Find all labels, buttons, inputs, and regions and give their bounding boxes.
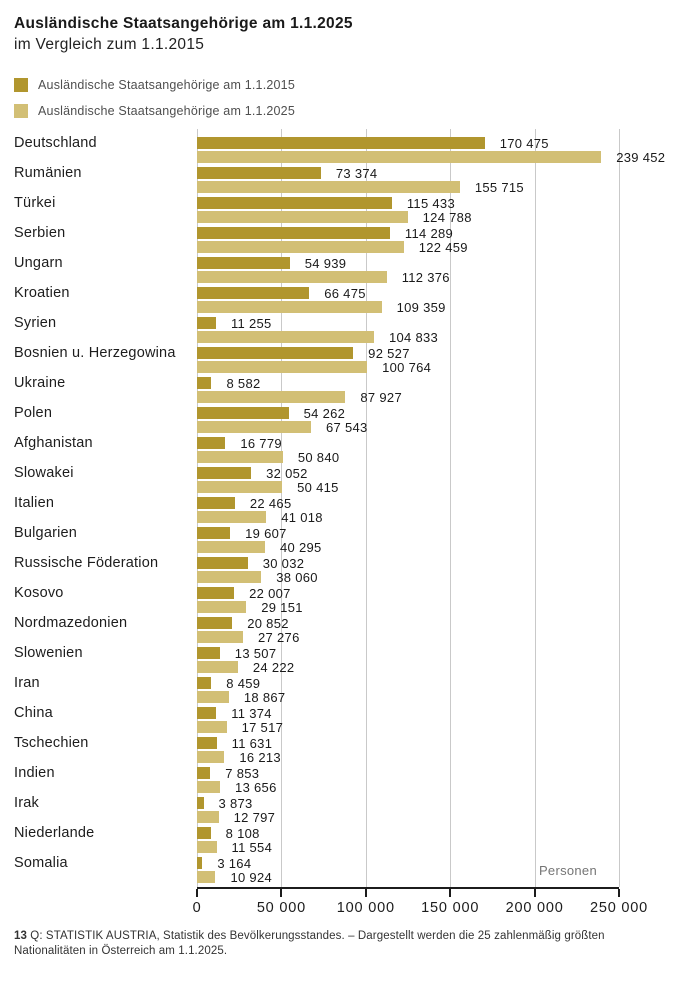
bar-2015-line	[197, 317, 619, 329]
bar-2015-line	[197, 527, 619, 539]
legend-label-2025: Ausländische Staatsangehörige am 1.1.2025	[38, 103, 295, 118]
bar-2015	[197, 287, 309, 299]
bar-2015-line	[197, 587, 619, 599]
bar-2025-line	[197, 601, 619, 613]
axis-unit-label: Personen	[538, 863, 597, 878]
country-label: Türkei	[14, 195, 56, 211]
bar-2015	[197, 737, 217, 749]
bar-2025	[197, 271, 387, 283]
bar-2025-line	[197, 661, 619, 673]
bar-2025-value-label: 29 151	[261, 599, 303, 615]
bar-2015-line	[197, 617, 619, 629]
bar-2025-value-label: 40 295	[280, 539, 322, 555]
bar-2025-line	[197, 691, 619, 703]
bar-2015	[197, 317, 216, 329]
chart-title: Ausländische Staatsangehörige am 1.1.2025	[14, 15, 353, 32]
bar-2025-line	[197, 331, 619, 343]
bar-2025	[197, 781, 220, 793]
axis-tick-label: 100 000	[336, 900, 395, 916]
country-label: Bulgarien	[14, 525, 78, 541]
chart-row	[14, 375, 619, 407]
bar-2025-value-label: 41 018	[281, 509, 323, 525]
country-label: Serbien	[14, 225, 66, 241]
bar-2025	[197, 661, 238, 673]
bar-2015-value-label: 114 289	[404, 225, 454, 241]
bar-2025-line	[197, 841, 619, 853]
bar-2015	[197, 857, 202, 869]
bar-2025	[197, 211, 408, 223]
bar-2015	[197, 827, 211, 839]
bar-2025	[197, 301, 382, 313]
country-label: Afghanistan	[14, 435, 93, 451]
chart-row	[14, 285, 619, 317]
bar-2025-line	[197, 721, 619, 733]
bar-2015-value-label: 73 374	[335, 165, 378, 181]
bar-2015-value-label: 32 052	[266, 465, 308, 481]
legend-item-2015	[14, 77, 687, 92]
bar-2015-value-label: 8 108	[225, 825, 260, 841]
bar-2015-line	[197, 137, 619, 149]
legend-swatch-2015-icon	[14, 78, 28, 92]
chart-row	[14, 645, 619, 677]
bar-2015-line	[197, 437, 619, 449]
axis-tick	[365, 889, 367, 897]
bar-2025-value-label: 124 788	[422, 209, 472, 225]
bar-2025-line	[197, 421, 619, 433]
country-label: Russische Föderation	[14, 555, 159, 571]
footnote-ref: 13	[14, 930, 27, 942]
bar-2025-line	[197, 211, 619, 223]
bar-2015-value-label: 16 779	[240, 435, 282, 451]
chart-row	[14, 495, 619, 527]
country-label: Somalia	[14, 855, 68, 871]
bar-2015-value-label: 66 475	[324, 285, 366, 301]
bar-2015-line	[197, 737, 619, 749]
country-label: China	[14, 705, 53, 721]
bar-2015-line	[197, 287, 619, 299]
footnote	[14, 929, 674, 959]
chart-rows	[14, 129, 666, 887]
chart-row	[14, 765, 619, 797]
bar-2025-value-label: 50 840	[297, 449, 340, 465]
bar-2015-value-label: 54 262	[303, 405, 346, 421]
country-label: Iran	[14, 675, 40, 691]
gridline	[619, 129, 620, 887]
bar-2025-line	[197, 811, 619, 823]
bar-2015	[197, 257, 290, 269]
bar-2015-line	[197, 407, 619, 419]
legend	[14, 77, 687, 118]
bar-2015	[197, 527, 230, 539]
bar-2025-value-label: 10 924	[230, 869, 272, 885]
bar-2025-value-label: 87 927	[360, 389, 402, 405]
country-label: Indien	[14, 765, 55, 781]
bar-2015	[197, 227, 390, 239]
axis-tick-label: 150 000	[421, 900, 480, 916]
bar-2025-value-label: 16 213	[239, 749, 281, 765]
bar-2015-value-label: 8 459	[226, 675, 261, 691]
chart-row	[14, 585, 619, 617]
legend-label-2015: Ausländische Staatsangehörige am 1.1.2015	[38, 77, 295, 92]
bar-2025-value-label: 109 359	[396, 299, 446, 315]
bar-2025	[197, 181, 460, 193]
bar-2015-line	[197, 557, 619, 569]
country-label: Kroatien	[14, 285, 70, 301]
chart-row	[14, 195, 619, 227]
legend-swatch-2025-icon	[14, 104, 28, 118]
bar-2015-value-label: 92 527	[368, 345, 410, 361]
country-label: Slowakei	[14, 465, 74, 481]
bar-2025-line	[197, 481, 619, 493]
bar-2015-value-label: 3 873	[218, 795, 253, 811]
bar-2015-value-label: 22 007	[249, 585, 291, 601]
chart-row	[14, 465, 619, 497]
bar-2025-value-label: 239 452	[616, 149, 666, 165]
bar-2015-value-label: 19 607	[245, 525, 287, 541]
chart-row	[14, 735, 619, 767]
country-label: Kosovo	[14, 585, 64, 601]
bar-2015-line	[197, 227, 619, 239]
bar-2025-value-label: 13 656	[235, 779, 277, 795]
bar-2025-line	[197, 149, 666, 165]
bar-2015-value-label: 11 374	[231, 705, 272, 721]
chart-subtitle: im Vergleich zum 1.1.2015	[14, 36, 205, 53]
bar-2025-value-label: 67 543	[326, 419, 368, 435]
bar-2015	[197, 197, 392, 209]
bar-2015-line	[197, 767, 619, 779]
bar-2025	[197, 811, 219, 823]
bar-2015-line	[197, 167, 619, 179]
bar-2015-value-label: 11 255	[230, 315, 272, 331]
bar-2015	[197, 647, 220, 659]
bar-2015-value-label: 22 465	[249, 495, 292, 511]
axis-tick	[618, 889, 620, 897]
country-label: Irak	[14, 795, 39, 811]
bar-2015	[197, 617, 232, 629]
bar-2015	[197, 587, 234, 599]
axis-tick-label: 250 000	[589, 900, 649, 916]
country-label: Italien	[14, 495, 55, 511]
bar-2025	[197, 571, 261, 583]
chart-plot-area	[14, 129, 666, 887]
bar-2025	[197, 241, 404, 253]
bar-2025	[197, 751, 224, 763]
bar-2015-value-label: 54 939	[304, 255, 347, 271]
bar-2025	[197, 421, 311, 433]
bar-2025-value-label: 17 517	[241, 719, 284, 735]
bar-2015-value-label: 8 582	[226, 375, 261, 391]
chart-row	[14, 675, 619, 707]
bar-2025-line	[197, 511, 619, 523]
bar-2025	[197, 541, 265, 553]
bar-2015-value-label: 11 631	[231, 735, 273, 751]
bar-2025	[197, 631, 243, 643]
country-label: Bosnien u. Herzegowina	[14, 345, 176, 361]
bar-2015	[197, 497, 235, 509]
bar-2015-line	[197, 347, 619, 359]
bar-2025-value-label: 100 764	[382, 359, 432, 375]
bar-2015-line	[197, 647, 619, 659]
bar-2015	[197, 347, 353, 359]
axis-tick-label: 0	[192, 900, 202, 916]
bar-2025	[197, 841, 217, 853]
bar-2025-line	[197, 361, 619, 373]
country-label: Nordmazedonien	[14, 615, 128, 631]
bar-2025-value-label: 50 415	[297, 479, 339, 495]
country-label: Rumänien	[14, 165, 82, 181]
bar-2015	[197, 677, 211, 689]
bar-2015	[197, 437, 225, 449]
chart-row	[14, 435, 619, 467]
axis-tick	[534, 889, 536, 897]
bar-2025-line	[197, 631, 619, 643]
bar-2025-line	[197, 541, 619, 553]
chart-row	[14, 705, 619, 737]
chart-row	[14, 825, 619, 857]
bar-2025	[197, 361, 367, 373]
axis-tick-label: 50 000	[256, 900, 306, 916]
bar-2025-value-label: 104 833	[388, 329, 439, 345]
bar-2015-line	[197, 707, 619, 719]
chart-row	[14, 525, 619, 557]
bar-2015	[197, 767, 210, 779]
bar-2015	[197, 707, 216, 719]
bar-2025-value-label: 24 222	[252, 659, 295, 675]
country-label: Syrien	[14, 315, 57, 331]
chart-row	[14, 315, 619, 347]
bar-2025-line	[197, 571, 619, 583]
bar-2025-value-label: 122 459	[418, 239, 468, 255]
axis-tick	[196, 889, 198, 897]
bar-2015-line	[197, 197, 619, 209]
bar-2015	[197, 167, 321, 179]
chart-row	[14, 405, 619, 437]
bar-2025-value-label: 18 867	[243, 689, 286, 705]
chart-row	[14, 165, 619, 197]
bar-2015-value-label: 7 853	[225, 765, 260, 781]
x-axis	[192, 887, 649, 923]
chart-row	[14, 795, 619, 827]
bar-2025-line	[197, 751, 619, 763]
bar-2015-value-label: 115 433	[406, 195, 455, 211]
country-label: Ungarn	[14, 255, 63, 271]
bar-2015-value-label: 170 475	[499, 135, 549, 151]
axis-tick-label: 200 000	[505, 900, 564, 916]
axis-tick	[280, 889, 282, 897]
bar-2015	[197, 797, 204, 809]
bar-2015-line	[197, 797, 619, 809]
bar-2025	[197, 481, 282, 493]
country-label: Niederlande	[14, 825, 95, 841]
axis-tick	[449, 889, 451, 897]
bar-2015-line	[197, 467, 619, 479]
chart-row	[14, 615, 619, 647]
bar-2025-value-label: 11 554	[231, 839, 273, 855]
bar-2025-line	[197, 451, 619, 463]
legend-item-2025	[14, 103, 687, 118]
bar-2025	[197, 601, 246, 613]
bar-2015-value-label: 30 032	[262, 555, 305, 571]
bar-2025	[197, 511, 266, 523]
bar-2025-value-label: 155 715	[474, 179, 524, 195]
chart-row	[14, 135, 666, 167]
bar-2015	[197, 467, 251, 479]
bar-2015-line	[197, 497, 619, 509]
bar-2025	[197, 391, 345, 403]
bar-2025	[197, 451, 283, 463]
country-label: Deutschland	[14, 135, 97, 151]
chart-row	[14, 225, 619, 257]
bar-2025	[197, 721, 227, 733]
bar-2025-value-label: 12 797	[233, 809, 276, 825]
country-label: Ukraine	[14, 375, 66, 391]
bar-2025	[197, 151, 601, 163]
bar-2015-value-label: 20 852	[247, 615, 289, 631]
country-label: Tschechien	[14, 735, 89, 751]
bar-2025-line	[197, 391, 619, 403]
bar-2025-line	[197, 181, 619, 193]
bar-2015-line	[197, 827, 619, 839]
chart-row	[14, 345, 619, 377]
chart-row	[14, 255, 619, 287]
bar-2015-value-label: 3 164	[217, 855, 252, 871]
footnote-text: Q: STATISTIK AUSTRIA, Statistik des Bevölkerungsstandes. – Dargestellt werden die 25 zahlenmäßig größten Nationalitäten in Österreich am 1.1.2025.	[14, 930, 605, 957]
bar-2025-line	[197, 241, 619, 253]
bar-2025-line	[197, 271, 619, 283]
country-label: Polen	[14, 405, 53, 421]
bar-2025	[197, 871, 215, 883]
bar-2025-line	[197, 301, 619, 313]
bar-2015-value-label: 13 507	[234, 645, 277, 661]
bar-2015	[197, 557, 248, 569]
chart-row	[14, 555, 619, 587]
country-label: Slowenien	[14, 645, 83, 661]
bar-2025-value-label: 27 276	[258, 629, 300, 645]
bar-2015	[197, 137, 485, 149]
bar-2025-value-label: 38 060	[276, 569, 318, 585]
bar-2015	[197, 407, 289, 419]
bar-2025	[197, 331, 374, 343]
bar-2015	[197, 377, 211, 389]
bar-2015-line	[197, 257, 619, 269]
bar-2025-value-label: 112 376	[401, 269, 450, 285]
bar-2015-line	[197, 377, 619, 389]
bar-2015-line	[197, 677, 619, 689]
bar-2025-line	[197, 781, 619, 793]
bar-2025	[197, 691, 229, 703]
